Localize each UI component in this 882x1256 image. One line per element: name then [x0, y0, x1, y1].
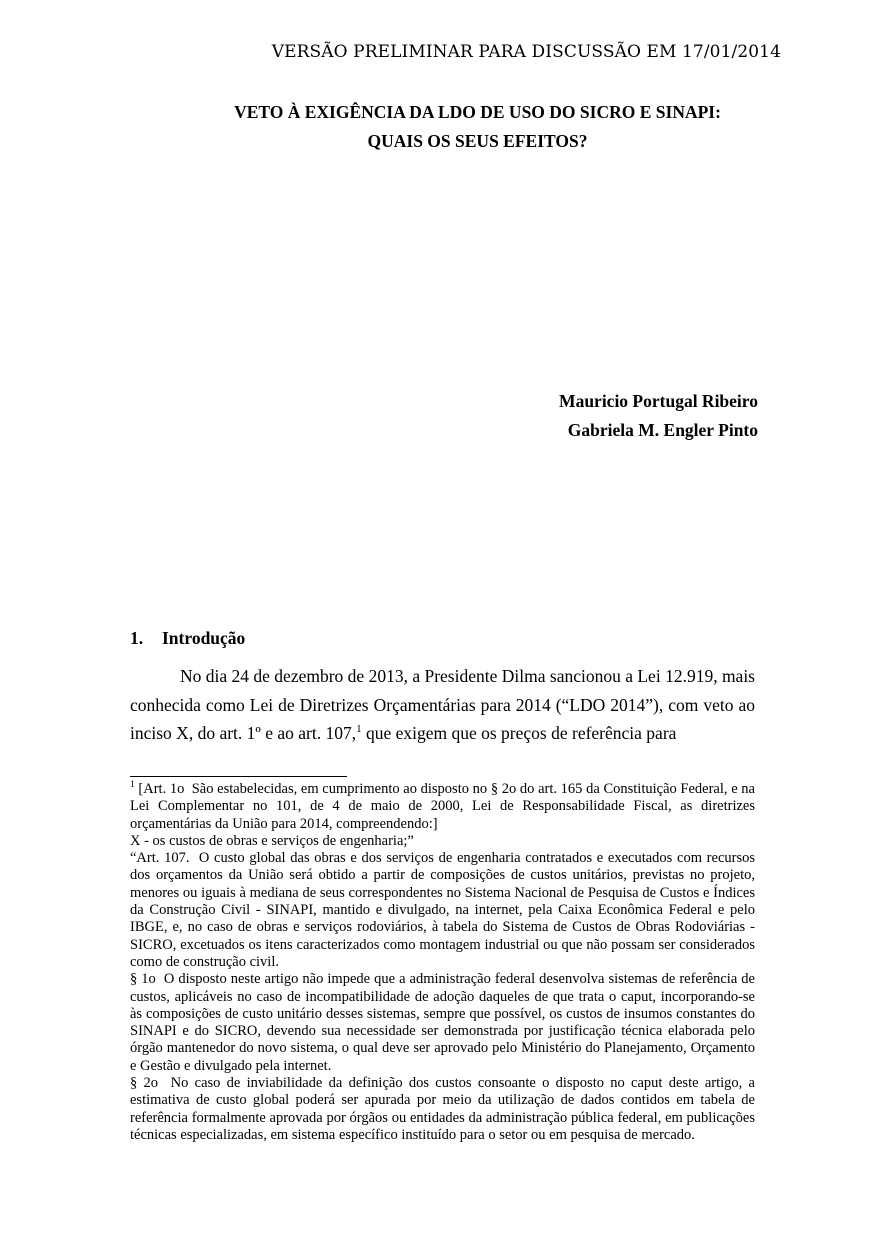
footnote-paragraph-3: “Art. 107. O custo global das obras e dos serviços de engenharia contratados e executados com recursos dos orçamentos da União será obtido a partir de composições de custos unitários, previstas no projeto, menores ou iguais à mediana de seus correspondentes no Sistema Nacional de Pesquisa de Custos e Índices da Construção Civil - SINAPI, mantido e divulgado, na internet, pela Caixa Econômica Federal e pelo IBGE, e, no caso de obras e serviços rodoviários, à tabela do Sistema de Custos de Obras Rodoviárias - SICRO, excetuados os itens caracterizados como montagem industrial ou que não possam ser considerados como de construção civil. — [130, 850, 755, 970]
footnote-reference-1: 1 — [356, 723, 362, 736]
footnote-paragraph-2: X - os custos de obras e serviços de engenharia;” — [130, 832, 414, 849]
title-line-2: QUAIS OS SEUS EFEITOS? — [367, 130, 588, 151]
author-name-1: Mauricio Portugal Ribeiro — [559, 391, 758, 411]
footnote-number: 1 — [130, 780, 135, 791]
author-name-2: Gabriela M. Engler Pinto — [567, 420, 758, 440]
footnote-paragraph-1-text: [Art. 1o São estabelecidas, em cumprimento ao disposto no § 2o do art. 165 da Constituição Federal, e na Lei Complementar no 101, de 4 de maio de 2000, Lei de Responsabilidade Fiscal, as diretrizes orçamentárias da União para 2014, compreendendo:] — [130, 781, 755, 832]
intro-paragraph — [130, 662, 755, 748]
footnote-paragraph-1 — [130, 781, 755, 833]
preliminary-version-note: VERSÃO PRELIMINAR PARA DISCUSSÃO EM 17/01/2014 — [271, 42, 781, 62]
footnote-block — [130, 781, 755, 1144]
section-heading-introducao — [130, 628, 245, 649]
intro-text-before-footnote-ref: No dia 24 de dezembro de 2013, a Presidente Dilma sancionou a Lei 12.919, mais conhecida como Lei de Diretrizes Orçamentárias para 2014 (“LDO 2014”), com veto ao inciso X, do art. 1º e ao art. 107, — [130, 666, 755, 744]
footnote-paragraph-4: § 1o O disposto neste artigo não impede que a administração federal desenvolva sistemas de referência de custos, aplicáveis no caso de incompatibilidade de adoção daqueles de que trata o caput, incorporando-se às composições de custo unitário desses sistemas, sempre que possível, os custos de insumos constantes do SINAPI e do SICRO, devendo sua necessidade ser demonstrada por justificação técnica elaborada pelo órgão mantenedor do novo sistema, o qual deve ser aprovado pelo Ministério do Planejamento, Orçamento e Gestão e divulgado pela internet. — [130, 971, 755, 1074]
footnote-paragraph-5: § 2o No caso de inviabilidade da definição dos custos consoante o disposto no caput deste artigo, a estimativa de custo global poderá ser apurada por meio da utilização de dados contidos em tabela de referência formalmente aprovada por órgãos ou entidades da administração pública federal, em publicações técnicas especializadas, em sistema específico instituído para o setor ou em pesquisa de mercado. — [130, 1075, 755, 1143]
authors-block — [130, 387, 758, 445]
title-line-1: VETO À EXIGÊNCIA DA LDO DE USO DO SICRO E SINAPI: — [234, 102, 721, 122]
footnote-separator-rule — [130, 776, 347, 777]
intro-text-after-footnote-ref: que exigem que os preços de referência para — [361, 723, 677, 744]
section-number: 1. — [130, 628, 144, 648]
document-title — [130, 98, 755, 155]
section-title: Introdução — [162, 628, 246, 648]
